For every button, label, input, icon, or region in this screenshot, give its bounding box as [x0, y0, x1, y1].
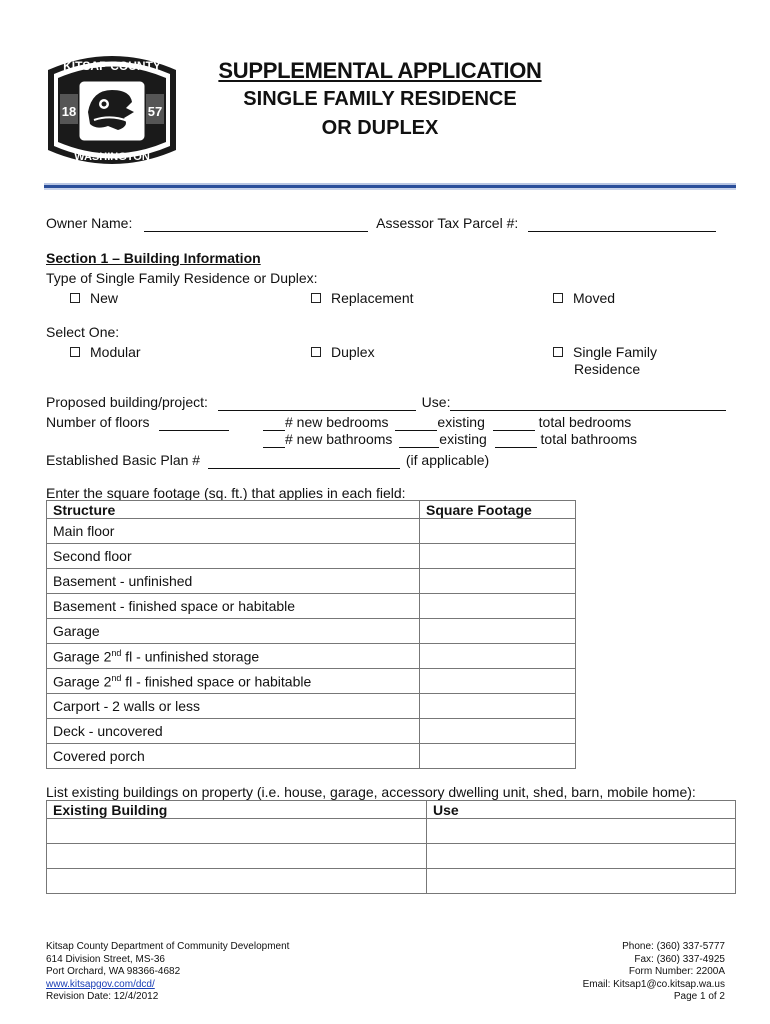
floors-label: Number of floors	[46, 414, 150, 430]
proposed-row	[46, 394, 726, 411]
kitsap-county-seal-logo	[38, 50, 186, 172]
owner-name-label: Owner Name:	[46, 215, 133, 231]
basic-plan-field[interactable]	[208, 452, 400, 469]
table-header-row	[47, 501, 576, 519]
checkbox-single-family[interactable]: Single Family Residence	[553, 344, 657, 378]
checkbox-icon	[553, 347, 563, 357]
form-number: Form Number: 2200A	[628, 966, 725, 977]
dcd-website-link[interactable]: www.kitsapgov.com/dcd/	[46, 978, 155, 990]
title-line-3: OR DUPLEX	[321, 117, 439, 139]
col-square-footage: Square Footage	[420, 501, 576, 519]
table-row: Basement - unfinished	[47, 569, 576, 594]
title-line-1: SUPPLEMENTAL APPLICATION	[218, 58, 542, 83]
checkbox-icon	[553, 293, 563, 303]
table-row	[47, 844, 736, 869]
parcel-label: Assessor Tax Parcel #:	[376, 215, 519, 231]
checkbox-duplex[interactable]: Duplex	[311, 344, 375, 360]
checkbox-new[interactable]: New	[70, 290, 118, 306]
floors-row	[46, 414, 229, 431]
basic-plan-label: Established Basic Plan #	[46, 452, 201, 468]
square-footage-table	[46, 500, 576, 769]
main-floor-sqft-cell[interactable]	[420, 519, 576, 544]
table-row: Main floor	[47, 519, 576, 544]
table-row	[47, 819, 736, 844]
checkbox-moved[interactable]: Moved	[553, 290, 615, 306]
select-one-label: Select One:	[46, 324, 120, 340]
owner-row	[46, 215, 716, 232]
table-row: Second floor	[47, 544, 576, 569]
title-line-2: SINGLE FAMILY RESIDENCE	[243, 88, 517, 110]
use-cell[interactable]	[427, 819, 736, 844]
existing-building-cell[interactable]	[47, 844, 427, 869]
garage-2nd-finished-sqft-cell[interactable]	[420, 669, 576, 694]
header-divider	[44, 183, 736, 190]
table-row: Carport - 2 walls or less	[47, 694, 576, 719]
table-row: Garage 2nd fl - finished space or habitable	[47, 669, 576, 694]
footer-address: Kitsap County Department of Community Development 614 Division Street, MS-36 Port Orchard, WA 98366-4682 www.kitsapgov.com/dcd/ Revision Date: 12/4/2012	[46, 941, 290, 1002]
existing-bathrooms-field[interactable]	[399, 431, 439, 448]
checkbox-icon	[70, 347, 80, 357]
col-structure: Structure	[47, 501, 420, 519]
covered-porch-sqft-cell[interactable]	[420, 744, 576, 769]
garage-sqft-cell[interactable]	[420, 619, 576, 644]
proposed-field[interactable]	[218, 394, 416, 411]
deck-sqft-cell[interactable]	[420, 719, 576, 744]
existing-building-cell[interactable]	[47, 819, 427, 844]
col-use: Use	[427, 801, 736, 819]
table-row: Garage	[47, 619, 576, 644]
col-existing-building: Existing Building	[47, 801, 427, 819]
table-row: Garage 2nd fl - unfinished storage	[47, 644, 576, 669]
use-label: Use:	[421, 394, 451, 410]
table-header-row	[47, 801, 736, 819]
email: Email: Kitsap1@co.kitsap.wa.us	[582, 978, 725, 990]
section-1-heading: Section 1 – Building Information	[46, 250, 261, 266]
checkbox-icon	[311, 347, 321, 357]
fax: Fax: (360) 337-4925	[634, 953, 725, 965]
existing-intro: List existing buildings on property (i.e. house, garage, accessory dwelling unit, shed, barn, mobile home):	[46, 784, 696, 800]
svg-text:KITSAP COUNTY: KITSAP COUNTY	[63, 59, 161, 73]
use-cell[interactable]	[427, 869, 736, 894]
type-label: Type of Single Family Residence or Duplex:	[46, 270, 318, 286]
checkbox-modular[interactable]: Modular	[70, 344, 141, 360]
table-row: Basement - finished space or habitable	[47, 594, 576, 619]
basement-unfinished-sqft-cell[interactable]	[420, 569, 576, 594]
existing-buildings-table	[46, 800, 736, 894]
owner-name-field[interactable]	[144, 215, 368, 232]
checkbox-icon	[311, 293, 321, 303]
checkbox-replacement[interactable]: Replacement	[311, 290, 414, 306]
phone: Phone: (360) 337-5777	[622, 941, 725, 952]
existing-bedrooms-field[interactable]	[395, 414, 437, 431]
checkbox-icon	[70, 293, 80, 303]
second-floor-sqft-cell[interactable]	[420, 544, 576, 569]
bathrooms-row: # new bathrooms existing total bathrooms	[263, 431, 637, 448]
svg-text:57: 57	[147, 104, 163, 119]
table-row: Deck - uncovered	[47, 719, 576, 744]
svg-text:18: 18	[61, 104, 77, 119]
new-bathrooms-field[interactable]	[263, 431, 285, 448]
basement-finished-sqft-cell[interactable]	[420, 594, 576, 619]
use-field[interactable]	[450, 394, 726, 411]
table-row: Covered porch	[47, 744, 576, 769]
form-title	[180, 58, 580, 140]
use-cell[interactable]	[427, 844, 736, 869]
page-number: Page 1 of 2	[673, 991, 725, 1002]
basic-plan-row	[46, 452, 489, 469]
garage-2nd-unfinished-sqft-cell[interactable]	[420, 644, 576, 669]
footer-contact	[583, 941, 725, 1004]
floors-field[interactable]	[159, 414, 229, 431]
svg-text:WASHINGTON: WASHINGTON	[74, 151, 150, 163]
table-row	[47, 869, 736, 894]
if-applicable-note: (if applicable)	[405, 452, 490, 468]
new-bedrooms-field[interactable]	[263, 414, 285, 431]
total-bedrooms-field[interactable]	[493, 414, 535, 431]
bedrooms-row: # new bedrooms existing total bedrooms	[263, 414, 631, 431]
sqft-intro: Enter the square footage (sq. ft.) that applies in each field:	[46, 485, 406, 501]
existing-building-cell[interactable]	[47, 869, 427, 894]
proposed-label: Proposed building/project:	[46, 394, 208, 410]
total-bathrooms-field[interactable]	[495, 431, 537, 448]
carport-sqft-cell[interactable]	[420, 694, 576, 719]
parcel-field[interactable]	[528, 215, 716, 232]
